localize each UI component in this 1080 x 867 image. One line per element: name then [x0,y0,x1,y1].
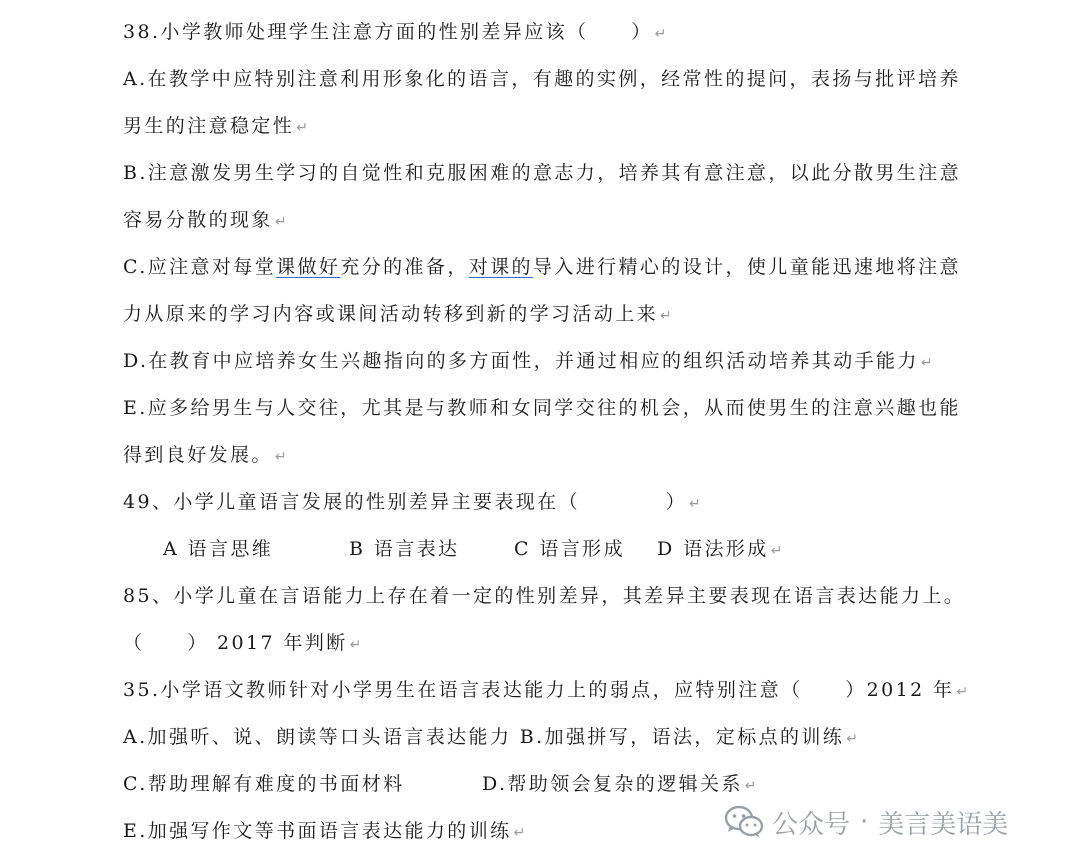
q35-option-e: E.加强写作文等书面语言表达能力的训练 [123,820,512,842]
paragraph-mark: ↵ [654,26,667,42]
q38-option-a-text1: A.在教学中应特别注意利用形象化的语言，有趣的实例，经常性的提问，表扬与批评培养 [123,68,961,90]
q85-stem-line1 [123,584,965,608]
q49-stem: 49、小学儿童语言发展的性别差异主要表现在（ ） [123,491,687,513]
paragraph-mark: ↵ [688,496,701,512]
q35-option-d [482,772,757,798]
q35-option-c: C.帮助理解有难度的书面材料 [123,773,405,795]
q38-option-a-line2 [123,114,308,140]
q38-option-c-part3: 导入进行精心的设计，使儿童能迅速地将注意 [532,256,961,278]
paragraph-mark: ↵ [349,637,362,653]
q35-stem: 35.小学语文教师针对小学男生在语言表达能力上的弱点，应特别注意（ ）2012 年 [123,679,955,701]
q38-option-c-underlined-2: 对课的 [468,256,533,278]
q38-option-b-text1: B.注意激发男生学习的自觉性和克服困难的意志力，培养其有意注意，以此分散男生注意 [123,162,962,184]
q49-option-d-text: D 语法形成 [657,538,769,560]
watermark [724,802,1008,842]
paragraph-mark: ↵ [770,543,783,559]
q38-stem-line [123,20,666,46]
paragraph-mark: ↵ [296,120,308,136]
q35-stem-line [123,678,968,704]
watermark-separator: · [860,807,869,837]
q38-option-d-text: D.在教育中应培养女生兴趣指向的多方面性，并通过相应的组织活动培养其动手能力 [123,350,919,372]
q38-option-d-line [123,349,933,375]
q35-option-d-text: D.帮助领会复杂的逻辑关系 [482,773,743,795]
q35-options-ab-line [123,725,858,751]
q38-option-c-underlined-1: 课做好 [276,256,341,278]
q49-stem-line [123,490,701,516]
q38-option-c-part1: C.应注意对每堂 [123,256,277,278]
paragraph-mark: ↵ [744,778,757,794]
q49-option-d [657,537,782,563]
q38-option-c-line2 [123,302,672,328]
q49-option-a: A 语言思维 [163,538,274,560]
q49-option-b: B 语言表达 [349,538,460,560]
paragraph-mark: ↵ [513,825,526,841]
paragraph-mark: ↵ [846,731,858,747]
q38-option-b-line2 [123,208,287,234]
q49-option-c: C 语言形成 [514,538,625,560]
q85-stem-line2 [123,631,361,657]
paragraph-mark: ↵ [956,684,969,700]
q35-option-e-line [123,819,525,845]
q38-option-e-text2: 得到良好发展。 [123,444,273,466]
q38-option-c-part2: 充分的准备， [340,256,469,278]
paragraph-mark: ↵ [274,449,287,465]
wechat-icon [724,805,764,839]
q38-option-a-text2: 男生的注意稳定性 [123,115,295,137]
q85-stem-text1: 85、小学儿童在言语能力上存在着一定的性别差异，其差异主要表现在语言表达能力上。 [123,585,966,607]
q38-option-e-text1: E.应多给男生与人交往，尤其是与教师和女同学交往的机会，从而使男生的注意兴趣也能 [123,397,961,419]
paragraph-mark: ↵ [274,214,287,230]
q38-option-c-line1 [123,255,961,279]
q38-option-e-line2 [123,443,287,469]
q35-options-ab: A.加强听、说、朗读等口头语言表达能力 B.加强拼写，语法，定标点的训练 [123,726,845,748]
q38-option-b-line1 [123,161,961,185]
paragraph-mark: ↵ [660,308,672,324]
q85-stem-text2: （ ） 2017 年判断 [123,632,348,654]
q38-option-e-line1 [123,396,961,420]
q38-stem: 38.小学教师处理学生注意方面的性别差异应该（ ） [123,21,653,43]
q38-option-c-text2: 力从原来的学习内容或课间活动转移到新的学习活动上来 [123,303,659,325]
paragraph-mark: ↵ [920,355,933,371]
q38-option-a-line1 [123,67,961,91]
watermark-account: 美言美语美 [878,809,1009,840]
watermark-label: 公众号 [772,809,851,840]
q38-option-b-text2: 容易分散的现象 [123,209,273,231]
